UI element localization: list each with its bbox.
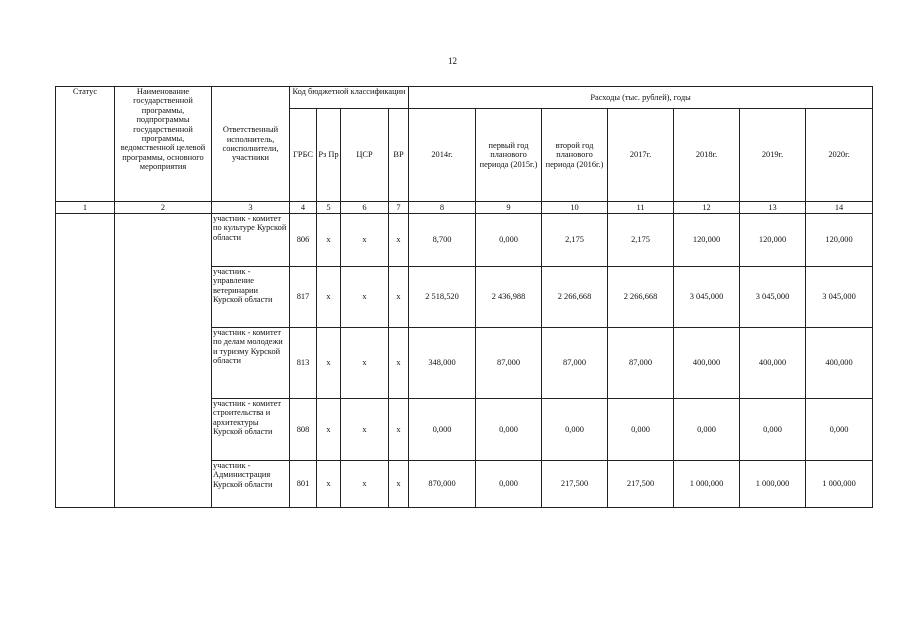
header-vr: ВР — [389, 109, 409, 202]
rzpr-cell: x — [317, 399, 341, 461]
vr-cell: x — [389, 214, 409, 267]
csr-cell: x — [341, 461, 389, 508]
header-year-2020: 2020г. — [806, 109, 873, 202]
column-number: 9 — [476, 202, 542, 214]
status-cell — [56, 214, 115, 508]
value-cell: 87,000 — [608, 328, 674, 399]
grbs-cell: 817 — [290, 267, 317, 328]
rzpr-cell: x — [317, 214, 341, 267]
budget-table — [55, 86, 873, 508]
header-executor: Ответственный исполнитель, соисполнители, участники — [212, 87, 290, 202]
program-name-cell — [115, 214, 212, 508]
participant-cell: участник - комитет строительства и архитектуры Курской области — [212, 399, 290, 461]
header-rzpr: Рз Пр — [317, 109, 341, 202]
csr-cell: x — [341, 214, 389, 267]
value-cell: 120,000 — [740, 214, 806, 267]
grbs-cell: 801 — [290, 461, 317, 508]
value-cell: 2,175 — [608, 214, 674, 267]
value-cell: 2 266,668 — [608, 267, 674, 328]
rzpr-cell: x — [317, 328, 341, 399]
value-cell: 0,000 — [674, 399, 740, 461]
value-cell: 1 000,000 — [740, 461, 806, 508]
column-number: 7 — [389, 202, 409, 214]
participant-cell: участник - комитет по культуре Курской области — [212, 214, 290, 267]
grbs-cell: 808 — [290, 399, 317, 461]
column-number: 3 — [212, 202, 290, 214]
value-cell: 1 000,000 — [806, 461, 873, 508]
participant-cell: участник - Администрация Курской области — [212, 461, 290, 508]
header-year-2018: 2018г. — [674, 109, 740, 202]
header-year-2019: 2019г. — [740, 109, 806, 202]
value-cell: 0,000 — [542, 399, 608, 461]
value-cell: 87,000 — [476, 328, 542, 399]
participant-cell: участник - управление ветеринарии Курской области — [212, 267, 290, 328]
grbs-cell: 806 — [290, 214, 317, 267]
value-cell: 348,000 — [409, 328, 476, 399]
rzpr-cell: x — [317, 461, 341, 508]
header-year-2015: первый год планового периода (2015г.) — [476, 109, 542, 202]
vr-cell: x — [389, 328, 409, 399]
csr-cell: x — [341, 328, 389, 399]
header-year-2014: 2014г. — [409, 109, 476, 202]
value-cell: 1 000,000 — [674, 461, 740, 508]
value-cell: 2 436,988 — [476, 267, 542, 328]
column-number: 14 — [806, 202, 873, 214]
column-number: 13 — [740, 202, 806, 214]
value-cell: 0,000 — [409, 399, 476, 461]
header-program-name: Наименование государственной программы, подпрограммы государственной программы, ведомственной целевой программы, основного мероприятия — [115, 87, 212, 202]
table-row — [56, 214, 873, 267]
value-cell: 120,000 — [806, 214, 873, 267]
page-number: 12 — [448, 56, 457, 66]
vr-cell: x — [389, 461, 409, 508]
value-cell: 0,000 — [476, 214, 542, 267]
value-cell: 87,000 — [542, 328, 608, 399]
grbs-cell: 813 — [290, 328, 317, 399]
participant-cell: участник - комитет по делам молодежи и туризму Курской области — [212, 328, 290, 399]
column-number: 2 — [115, 202, 212, 214]
value-cell: 8,700 — [409, 214, 476, 267]
value-cell: 0,000 — [806, 399, 873, 461]
value-cell: 120,000 — [674, 214, 740, 267]
column-number: 6 — [341, 202, 389, 214]
value-cell: 0,000 — [608, 399, 674, 461]
column-number: 1 — [56, 202, 115, 214]
rzpr-cell: x — [317, 267, 341, 328]
column-number: 8 — [409, 202, 476, 214]
value-cell: 400,000 — [674, 328, 740, 399]
vr-cell: x — [389, 399, 409, 461]
csr-cell: x — [341, 399, 389, 461]
header-csr: ЦСР — [341, 109, 389, 202]
value-cell: 2,175 — [542, 214, 608, 267]
value-cell: 400,000 — [806, 328, 873, 399]
column-number: 4 — [290, 202, 317, 214]
value-cell: 870,000 — [409, 461, 476, 508]
value-cell: 2 266,668 — [542, 267, 608, 328]
value-cell: 2 518,520 — [409, 267, 476, 328]
value-cell: 3 045,000 — [806, 267, 873, 328]
csr-cell: x — [341, 267, 389, 328]
value-cell: 3 045,000 — [740, 267, 806, 328]
value-cell: 3 045,000 — [674, 267, 740, 328]
header-grbs: ГРБС — [290, 109, 317, 202]
value-cell: 0,000 — [740, 399, 806, 461]
header-status: Статус — [56, 87, 115, 202]
header-budget-code: Код бюджетной классификации — [290, 87, 409, 109]
vr-cell: x — [389, 267, 409, 328]
column-number: 10 — [542, 202, 608, 214]
column-number: 11 — [608, 202, 674, 214]
column-number: 5 — [317, 202, 341, 214]
value-cell: 0,000 — [476, 399, 542, 461]
column-number-row — [56, 202, 873, 214]
value-cell: 217,500 — [542, 461, 608, 508]
column-number: 12 — [674, 202, 740, 214]
header-year-2016: второй год планового периода (2016г.) — [542, 109, 608, 202]
header-expenses: Расходы (тыс. рублей), годы — [409, 87, 873, 109]
header-year-2017: 2017г. — [608, 109, 674, 202]
value-cell: 0,000 — [476, 461, 542, 508]
value-cell: 400,000 — [740, 328, 806, 399]
value-cell: 217,500 — [608, 461, 674, 508]
